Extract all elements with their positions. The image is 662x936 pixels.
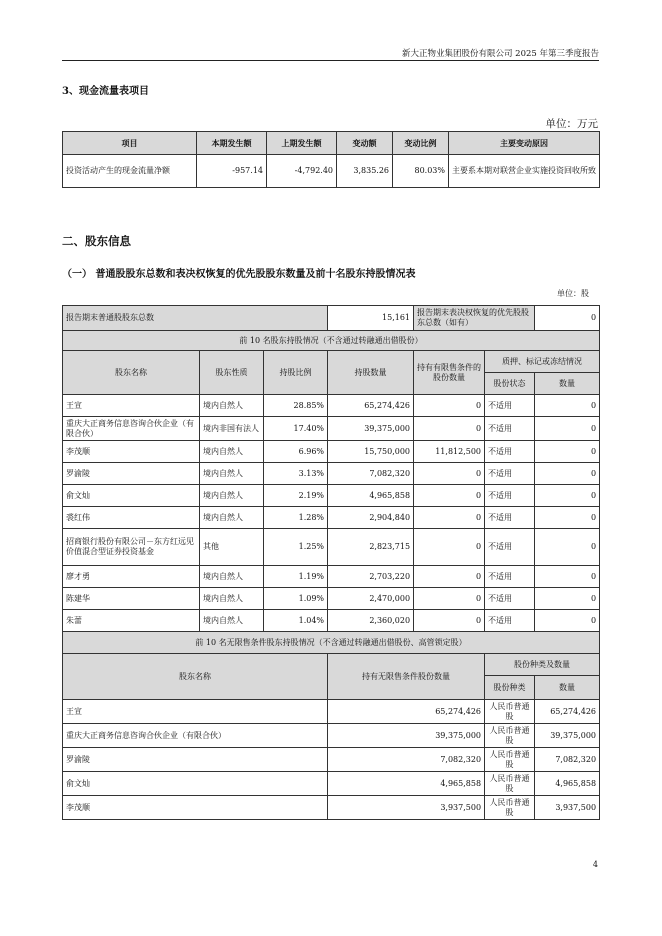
top10-qty-cell: 65,274,426 (328, 395, 414, 417)
unres-name-cell: 俞文灿 (63, 772, 328, 796)
top10-ratio-cell: 1.25% (264, 529, 328, 566)
total-holders-label: 报告期末普通股股东总数 (63, 306, 328, 331)
table-row (63, 588, 600, 610)
cf-col-ratio: 变动比例 (393, 132, 449, 155)
top10-qty-cell: 2,360,020 (328, 610, 414, 632)
top10-col-qty: 持股数量 (328, 351, 414, 395)
top10-col-name: 股东名称 (63, 351, 200, 395)
top10-qty-cell: 7,082,320 (328, 463, 414, 485)
top10-name-cell: 重庆大正商务信息咨询合伙企业（有限合伙） (63, 417, 200, 441)
top10-restricted-cell: 0 (414, 507, 485, 529)
top10-name-cell: 招商银行股份有限公司－东方红远见价值混合型证券投资基金 (63, 529, 200, 566)
unres-col-qty: 持有无限售条件股份数量 (328, 654, 485, 700)
top10-ratio-cell: 3.13% (264, 463, 328, 485)
top10-name-cell: 俞文灿 (63, 485, 200, 507)
top10-ratio-cell: 28.85% (264, 395, 328, 417)
top10-name-cell: 陈建华 (63, 588, 200, 610)
top10-restricted-cell: 0 (414, 529, 485, 566)
top10-nature-cell: 境内自然人 (200, 395, 264, 417)
top10-ratio-cell: 1.04% (264, 610, 328, 632)
cashflow-table (62, 131, 600, 188)
unres-name-cell: 李茂顺 (63, 796, 328, 820)
top10-amount-cell: 0 (535, 507, 600, 529)
table-row (63, 772, 600, 796)
top10-qty-cell: 2,703,220 (328, 566, 414, 588)
top10-ratio-cell: 6.96% (264, 441, 328, 463)
unres-name-cell: 罗渝陵 (63, 748, 328, 772)
top10-restricted-cell: 0 (414, 588, 485, 610)
top10-status-cell: 不适用 (485, 588, 535, 610)
unres-qty-cell: 7,082,320 (328, 748, 485, 772)
top10-restricted-cell: 0 (414, 610, 485, 632)
top10-amount-cell: 0 (535, 463, 600, 485)
top10-nature-cell: 其他 (200, 529, 264, 566)
top10-qty-cell: 15,750,000 (328, 441, 414, 463)
pref-holders-value: 0 (535, 306, 600, 331)
top10-ratio-cell: 1.28% (264, 507, 328, 529)
table-row (63, 566, 600, 588)
unrestricted-title: 前 10 名无限售条件股东持股情况（不含通过转融通出借股份、高管锁定股） (63, 632, 600, 654)
cf-col-change: 变动额 (337, 132, 393, 155)
top10-nature-cell: 境内自然人 (200, 610, 264, 632)
top10-amount-cell: 0 (535, 485, 600, 507)
top10-status-cell: 不适用 (485, 485, 535, 507)
unres-qty-cell: 65,274,426 (328, 700, 485, 724)
cf-item: 投资活动产生的现金流量净额 (63, 155, 197, 188)
top10-name-cell: 廖才勇 (63, 566, 200, 588)
top10-ratio-cell: 2.19% (264, 485, 328, 507)
top10-restricted-cell: 0 (414, 395, 485, 417)
top10-nature-cell: 境内非国有法人 (200, 417, 264, 441)
top10-col-restricted: 持有有限售条件的股份数量 (414, 351, 485, 395)
unres-amount-cell: 39,375,000 (535, 724, 600, 748)
top10-qty-cell: 2,470,000 (328, 588, 414, 610)
unres-amount-cell: 3,937,500 (535, 796, 600, 820)
top10-status-cell: 不适用 (485, 463, 535, 485)
table-row (63, 417, 600, 441)
top10-qty-cell: 2,904,840 (328, 507, 414, 529)
top10-nature-cell: 境内自然人 (200, 463, 264, 485)
unres-type-cell: 人民币普通股 (485, 700, 535, 724)
top10-nature-cell: 境内自然人 (200, 588, 264, 610)
cf-col-previous: 上期发生额 (267, 132, 337, 155)
table-row (63, 748, 600, 772)
top10-nature-cell: 境内自然人 (200, 507, 264, 529)
unres-amount-cell: 4,965,858 (535, 772, 600, 796)
table-row (63, 700, 600, 724)
shareholder-section-title: 二、股东信息 (62, 234, 131, 248)
top10-amount-cell: 0 (535, 441, 600, 463)
total-holders-value: 15,161 (328, 306, 414, 331)
top10-qty-cell: 2,823,715 (328, 529, 414, 566)
top10-col-nature: 股东性质 (200, 351, 264, 395)
top10-name-cell: 李茂顺 (63, 441, 200, 463)
report-header: 新大正物业集团股份有限公司 2025 年第三季度报告 (401, 49, 599, 59)
unres-col-type-group: 股份种类及数量 (485, 654, 600, 676)
table-row (63, 485, 600, 507)
top10-qty-cell: 39,375,000 (328, 417, 414, 441)
top10-restricted-cell: 0 (414, 485, 485, 507)
cf-col-item: 项目 (63, 132, 197, 155)
table-row (63, 441, 600, 463)
top10-nature-cell: 境内自然人 (200, 441, 264, 463)
unres-col-type: 股份种类 (485, 676, 535, 700)
top10-restricted-cell: 0 (414, 566, 485, 588)
cf-reason: 主要系本期对联营企业实施投资回收所致 (449, 155, 600, 188)
top10-col-amount: 数量 (535, 373, 600, 395)
table-row (63, 724, 600, 748)
top10-amount-cell: 0 (535, 395, 600, 417)
table-row (63, 529, 600, 566)
top10-amount-cell: 0 (535, 417, 600, 441)
top10-restricted-cell: 0 (414, 417, 485, 441)
unres-name-cell: 重庆大正商务信息咨询合伙企业（有限合伙） (63, 724, 328, 748)
top10-amount-cell: 0 (535, 588, 600, 610)
cf-ratio: 80.03% (393, 155, 449, 188)
top10-col-ratio: 持股比例 (264, 351, 328, 395)
top10-amount-cell: 0 (535, 610, 600, 632)
table-row (63, 610, 600, 632)
top10-status-cell: 不适用 (485, 566, 535, 588)
top10-name-cell: 裘红伟 (63, 507, 200, 529)
page-number: 4 (592, 860, 598, 869)
top10-status-cell: 不适用 (485, 507, 535, 529)
top10-restricted-cell: 0 (414, 463, 485, 485)
top10-status-cell: 不适用 (485, 417, 535, 441)
unres-amount-cell: 7,082,320 (535, 748, 600, 772)
unres-qty-cell: 4,965,858 (328, 772, 485, 796)
cf-col-current: 本期发生额 (197, 132, 267, 155)
top10-ratio-cell: 17.40% (264, 417, 328, 441)
header-divider (62, 60, 599, 61)
unres-type-cell: 人民币普通股 (485, 724, 535, 748)
unres-qty-cell: 3,937,500 (328, 796, 485, 820)
top10-name-cell: 王宣 (63, 395, 200, 417)
top10-amount-cell: 0 (535, 529, 600, 566)
top10-status-cell: 不适用 (485, 441, 535, 463)
top10-name-cell: 罗渝陵 (63, 463, 200, 485)
table-row (63, 796, 600, 820)
top10-nature-cell: 境内自然人 (200, 485, 264, 507)
unres-col-amount: 数量 (535, 676, 600, 700)
shareholder-subtitle: （一） 普通股股东总数和表决权恢复的优先股股东数量及前十名股东持股情况表 (62, 269, 416, 280)
cashflow-unit: 单位：万元 (545, 118, 598, 130)
unres-name-cell: 王宣 (63, 700, 328, 724)
top10-name-cell: 朱蕾 (63, 610, 200, 632)
top10-qty-cell: 4,965,858 (328, 485, 414, 507)
table-row (63, 155, 600, 188)
table-row (63, 507, 600, 529)
shareholder-unit: 单位：股 (557, 289, 589, 298)
table-row (63, 463, 600, 485)
unres-qty-cell: 39,375,000 (328, 724, 485, 748)
top10-title: 前 10 名股东持股情况（不含通过转融通出借股份） (63, 331, 600, 351)
unres-type-cell: 人民币普通股 (485, 796, 535, 820)
cashflow-section-title: 3、现金流量表项目 (62, 86, 149, 97)
top10-col-status: 股份状态 (485, 373, 535, 395)
top10-status-cell: 不适用 (485, 529, 535, 566)
unres-col-name: 股东名称 (63, 654, 328, 700)
shareholder-table (62, 305, 600, 820)
top10-status-cell: 不适用 (485, 610, 535, 632)
cf-col-reason: 主要变动原因 (449, 132, 600, 155)
top10-restricted-cell: 11,812,500 (414, 441, 485, 463)
cf-previous: -4,792.40 (267, 155, 337, 188)
pref-holders-label: 报告期末表决权恢复的优先股股东总数（如有） (414, 306, 535, 331)
top10-amount-cell: 0 (535, 566, 600, 588)
cf-current: -957.14 (197, 155, 267, 188)
cf-change: 3,835.26 (337, 155, 393, 188)
top10-nature-cell: 境内自然人 (200, 566, 264, 588)
top10-col-pledge: 质押、标记或冻结情况 (485, 351, 600, 373)
top10-ratio-cell: 1.19% (264, 566, 328, 588)
unres-amount-cell: 65,274,426 (535, 700, 600, 724)
top10-status-cell: 不适用 (485, 395, 535, 417)
top10-ratio-cell: 1.09% (264, 588, 328, 610)
table-row (63, 395, 600, 417)
unres-type-cell: 人民币普通股 (485, 772, 535, 796)
unres-type-cell: 人民币普通股 (485, 748, 535, 772)
